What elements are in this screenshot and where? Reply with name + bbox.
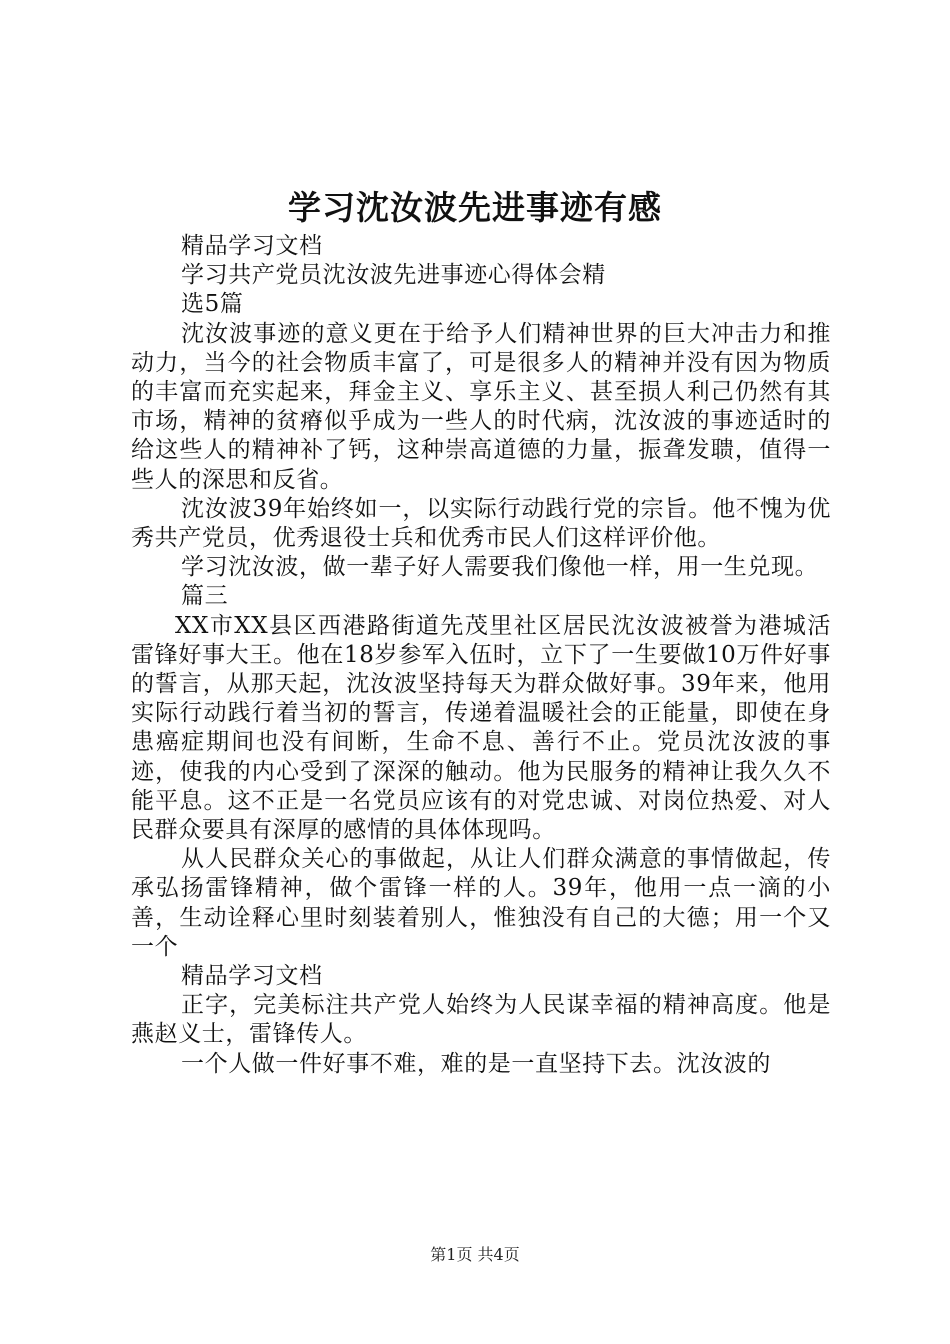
section-heading: 篇三 bbox=[181, 583, 229, 610]
document-body bbox=[131, 232, 831, 1079]
document-title: 学习沈汝波先进事迹有感 bbox=[288, 188, 662, 227]
paragraph: 沈汝波39年始终如一，以实际行动践行党的宗旨。他不愧为优秀共产党员，优秀退役士兵和优秀市民人们这样评价他。 bbox=[131, 495, 831, 552]
paragraph-subtitle: 学习共产党员沈汝波先进事迹心得体会精 bbox=[181, 262, 606, 289]
paragraph: 从人民群众关心的事做起，从让人们群众满意的事情做起，传承弘扬雷锋精神，做个雷锋一样的人。39年，他用一点一滴的小善，生动诠释心里时刻装着别人，惟独没有自己的大德；用一个又一个 bbox=[131, 846, 831, 960]
paragraph-header-label: 精品学习文档 bbox=[181, 963, 323, 990]
page-footer: 第1页 共4页 bbox=[430, 1245, 520, 1264]
paragraph-subtitle-cont: 选5篇 bbox=[181, 291, 244, 318]
paragraph-header-label: 精品学习文档 bbox=[181, 233, 323, 259]
paragraph: 学习沈汝波，做一辈子好人需要我们像他一样，用一生兑现。 bbox=[181, 554, 819, 581]
paragraph: 一个人做一件好事不难，难的是一直坚持下去。沈汝波的 bbox=[181, 1050, 771, 1077]
paragraph: XX市XX县区西港路街道先茂里社区居民沈汝波被誉为港城活雷锋好事大王。他在18岁参军入伍时，立下了一生要做10万件好事的誓言，从那天起，沈汝波坚持每天为群众做好事。39年来，他用实际行动践行着当初的誓言，传递着温暖社会的正能量，即使在身患癌症期间也没有间断，生命不息、善行不止。党员沈汝波的事迹，使我的内心受到了深深的触动。他为民服务的精神让我久久不能平息。这不正是一名党员应该有的对党忠诚、对岗位热爱、对人民群众要具有深厚的感情的具体体现吗。 bbox=[131, 612, 831, 844]
paragraph: 正字，完美标注共产党人始终为人民谋幸福的精神高度。他是燕赵义士，雷锋传人。 bbox=[131, 992, 831, 1048]
paragraph: 沈汝波事迹的意义更在于给予人们精神世界的巨大冲击力和推动力，当今的社会物质丰富了，可是很多人的精神并没有因为物质的丰富而充实起来，拜金主义、享乐主义、甚至损人利己仍然有其市场，精神的贫瘠似乎成为一些人的时代病，沈汝波的事迹适时的给这些人的精神补了钙，这种崇高道德的力量，振聋发聩，值得一些人的深思和反省。 bbox=[131, 320, 831, 493]
